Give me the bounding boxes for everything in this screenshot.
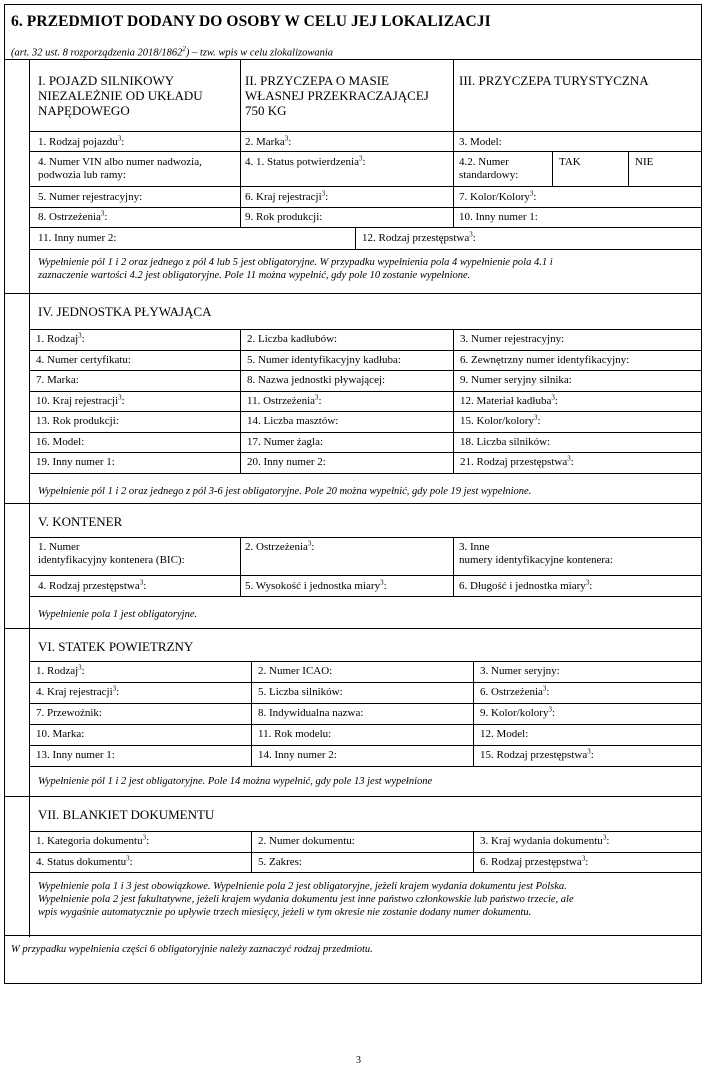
divider	[29, 852, 701, 853]
sec4-field-4-1[interactable]: 10. Kraj rejestracji$^3$:	[36, 392, 125, 407]
divider	[29, 227, 701, 228]
sec6-field-3-1[interactable]: 7. Przewoźnik:	[36, 707, 102, 719]
field-warnings[interactable]: 8. Ostrzeżenia$^3$:	[38, 209, 108, 223]
sec6-field-4-1[interactable]: 10. Marka:	[36, 728, 85, 740]
section-subtitle: (art. 32 ust. 8 rozporządzenia 2018/1862$^2$) – tzw. wpis w celu zlokalizowania	[11, 45, 334, 59]
field-vin[interactable]: 4. Numer VIN albo numer nadwozia, podwozia lub ramy:	[38, 156, 202, 181]
sec6-field-4-2[interactable]: 11. Rok modelu:	[258, 728, 332, 740]
option-yes[interactable]: TAK	[559, 156, 581, 168]
divider	[29, 432, 701, 433]
sec4-field-5-3[interactable]: 15. Kolor/kolory$^3$:	[460, 413, 541, 427]
divider	[29, 249, 701, 250]
divider	[29, 724, 701, 725]
divider	[29, 151, 701, 152]
field-make[interactable]: 2. Marka$^3$:	[245, 134, 292, 148]
field-offence-type[interactable]: 12. Rodzaj przestępstwa$^3$:	[362, 230, 476, 244]
header-caravan: III. PRZYCZEPA TURYSTYCZNA	[459, 73, 649, 88]
option-no[interactable]: NIE	[635, 156, 654, 168]
sec6-field-5-1[interactable]: 13. Inny numer 1:	[36, 749, 115, 761]
divider	[29, 575, 701, 576]
divider	[5, 293, 701, 294]
divider	[29, 596, 701, 597]
sec6-field-5-2[interactable]: 14. Inny numer 2:	[258, 749, 337, 761]
divider	[473, 661, 474, 766]
sec4-field-6-2[interactable]: 17. Numer żagla:	[247, 435, 324, 448]
sec7-field-2-2[interactable]: 5. Zakres:	[258, 855, 302, 868]
sec4-field-5-1[interactable]: 13. Rok produkcji:	[36, 415, 119, 427]
sec6-field-1-3[interactable]: 3. Numer seryjny:	[480, 665, 560, 677]
divider	[29, 537, 701, 538]
divider	[5, 503, 701, 504]
header-trailer: II. PRZYCZEPA O MASIE WŁASNEJ PRZEKRACZAJĄCEJ 750 KG	[245, 73, 429, 118]
divider	[29, 350, 701, 351]
divider	[5, 628, 701, 629]
note-section-1: Wypełnienie pól 1 i 2 oraz jednego z pól 4 lub 5 jest obligatoryjne. W przypadku wypełnienia pola 4 wypełnienie pola 4.1 i zaznaczenie wartości 4.2 jest obligatoryjne. Pole 11 można wypełnić, gdy pole 10 zostanie wypełnione.	[38, 257, 553, 281]
sec4-field-4-2[interactable]: 11. Ostrzeżenia$^3$:	[247, 392, 322, 407]
note-section-6: Wypełnienie pól 1 i 2 jest obligatoryjne. Pole 14 można wypełnić, gdy pole 13 jest wypełnione	[38, 776, 433, 787]
sec4-field-3-1[interactable]: 7. Marka:	[36, 374, 79, 386]
divider	[240, 131, 241, 227]
divider	[240, 59, 241, 131]
divider	[355, 227, 356, 249]
divider	[240, 537, 241, 596]
divider	[29, 745, 701, 746]
sec4-field-6-3[interactable]: 18. Liczba silników:	[460, 435, 551, 448]
divider	[552, 151, 553, 186]
sec4-field-2-2[interactable]: 5. Numer identyfikacyjny kadłuba:	[247, 353, 401, 366]
sec4-field-5-2[interactable]: 14. Liczba masztów:	[247, 415, 339, 427]
field-confirmation-status[interactable]: 4. 1. Status potwierdzenia$^3$:	[245, 154, 366, 168]
field-standard-number: 4.2. Numer standardowy:	[459, 156, 519, 181]
divider	[29, 831, 701, 832]
sec4-field-2-3[interactable]: 6. Zewnętrzny numer identyfikacyjny:	[460, 353, 630, 366]
divider	[29, 131, 701, 132]
sec6-field-3-3[interactable]: 9. Kolor/kolory$^3$:	[480, 705, 556, 719]
sec4-field-3-2[interactable]: 8. Nazwa jednostki pływającej:	[247, 374, 386, 386]
divider	[5, 59, 701, 60]
sec4-field-4-3[interactable]: 12. Materiał kadłuba$^3$:	[460, 392, 558, 407]
section-title: 6. PRZEDMIOT DODANY DO OSOBY W CELU JEJ LOKALIZACJI	[11, 13, 491, 30]
sec7-field-1-1[interactable]: 1. Kategoria dokumentu$^3$:	[36, 833, 150, 847]
divider	[29, 370, 701, 371]
divider	[29, 473, 701, 474]
divider	[29, 186, 701, 187]
sec6-field-2-3[interactable]: 6. Ostrzeżenia$^3$:	[480, 684, 550, 698]
sec4-field-7-3[interactable]: 21. Rodzaj przestępstwa$^3$:	[460, 454, 574, 468]
page-number: 3	[356, 1055, 361, 1066]
sec6-field-1-2[interactable]: 2. Numer ICAO:	[258, 665, 333, 677]
divider	[453, 537, 454, 596]
field-other-number-1[interactable]: 10. Inny numer 1:	[459, 211, 538, 223]
field-container-other-ids[interactable]: 3. Inne numery identyfikacyjne kontenera:	[459, 541, 613, 566]
sec4-field-1-2[interactable]: 2. Liczba kadłubów:	[247, 333, 338, 345]
divider	[5, 796, 701, 797]
sec7-field-2-1[interactable]: 4. Status dokumentu$^3$:	[36, 853, 133, 868]
divider	[453, 329, 454, 473]
sec7-field-2-3[interactable]: 6. Rodzaj przestępstwa$^3$:	[480, 853, 589, 868]
header-vehicle: I. POJAZD SILNIKOWY NIEZALEŻNIE OD UKŁADU NAPĘDOWEGO	[38, 73, 203, 118]
header-container: V. KONTENER	[38, 514, 123, 529]
divider	[5, 935, 701, 936]
divider	[29, 872, 701, 873]
divider	[29, 766, 701, 767]
divider	[29, 452, 701, 453]
sec6-field-5-3[interactable]: 15. Rodzaj przestępstwa$^3$:	[480, 747, 594, 761]
field-colour[interactable]: 7. Kolor/Kolory$^3$:	[459, 189, 537, 203]
sec7-field-1-2[interactable]: 2. Numer dokumentu:	[258, 835, 355, 847]
field-model[interactable]: 3. Model:	[459, 136, 502, 148]
field-registration-number[interactable]: 5. Numer rejestracyjny:	[38, 191, 143, 203]
sec4-field-6-1[interactable]: 16. Model:	[36, 435, 85, 448]
divider	[29, 661, 701, 662]
divider	[453, 131, 454, 227]
field-container-offence[interactable]: 4. Rodzaj przestępstwa$^3$:	[38, 578, 147, 592]
sec4-field-3-3[interactable]: 9. Numer seryjny silnika:	[460, 374, 572, 386]
divider	[29, 703, 701, 704]
header-watercraft: IV. JEDNOSTKA PŁYWAJĄCA	[38, 304, 212, 319]
note-section-7: Wypełnienie pola 1 i 3 jest obowiązkowe. Wypełnienie pola 2 jest obligatoryjne, jeżeli krajem wydania dokumentu jest Polska. Wypełnienie pola 2 jest fakultatywne, jeżeli krajem wydania dokumentu jest inne państwo członkowskie lub państwo trzecie, ale wpis wygaśnie automatycznie po upływie trzech miesięcy, jeżeli w tym okresie nie zostanie dodany numer dokumentu.	[38, 881, 574, 918]
note-section-5: Wypełnienie pola 1 jest obligatoryjne.	[38, 609, 198, 620]
final-note: W przypadku wypełnienia części 6 obligatoryjnie należy zaznaczyć rodzaj przedmiotu.	[11, 944, 373, 955]
sec6-field-2-2[interactable]: 5. Liczba silników:	[258, 686, 343, 698]
field-container-height[interactable]: 5. Wysokość i jednostka miary$^3$:	[245, 578, 387, 592]
sec6-field-4-3[interactable]: 12. Model:	[480, 728, 529, 740]
divider	[29, 391, 701, 392]
header-document-blank: VII. BLANKIET DOKUMENTU	[38, 807, 215, 822]
divider	[29, 411, 701, 412]
field-container-warnings[interactable]: 2. Ostrzeżenia$^3$:	[245, 539, 315, 553]
divider	[29, 682, 701, 683]
header-aircraft: VI. STATEK POWIETRZNY	[38, 639, 194, 654]
sec4-field-2-1[interactable]: 4. Numer certyfikatu:	[36, 353, 131, 366]
sec4-field-1-3[interactable]: 3. Numer rejestracyjny:	[460, 333, 565, 345]
divider	[251, 831, 252, 872]
sec6-field-2-1[interactable]: 4. Kraj rejestracji$^3$:	[36, 684, 120, 698]
divider	[251, 661, 252, 766]
sec4-field-7-2[interactable]: 20. Inny numer 2:	[247, 456, 326, 468]
form-section-6	[4, 4, 702, 984]
divider	[628, 151, 629, 186]
divider	[453, 59, 454, 131]
divider	[473, 831, 474, 872]
sec4-field-7-1[interactable]: 19. Inny numer 1:	[36, 456, 115, 468]
field-other-number-2[interactable]: 11. Inny numer 2:	[38, 232, 117, 244]
sec4-field-1-1[interactable]: 1. Rodzaj$^3$:	[36, 331, 85, 345]
field-registration-country[interactable]: 6. Kraj rejestracji$^3$:	[245, 189, 329, 203]
sec6-field-3-2[interactable]: 8. Indywidualna nazwa:	[258, 707, 364, 719]
sec7-field-1-3[interactable]: 3. Kraj wydania dokumentu$^3$:	[480, 833, 610, 847]
field-bic[interactable]: 1. Numer identyfikacyjny kontenera (BIC):	[38, 541, 185, 566]
field-production-year[interactable]: 9. Rok produkcji:	[245, 211, 323, 223]
divider	[29, 59, 30, 937]
field-container-length[interactable]: 6. Długość i jednostka miary$^3$:	[459, 578, 593, 592]
note-section-4: Wypełnienie pól 1 i 2 oraz jednego z pól 3-6 jest obligatoryjne. Pole 20 można wypełnić, gdy pole 19 jest wypełnione.	[38, 486, 532, 497]
sec6-field-1-1[interactable]: 1. Rodzaj$^3$:	[36, 663, 85, 677]
divider	[29, 329, 701, 330]
divider	[240, 329, 241, 473]
field-vehicle-type[interactable]: 1. Rodzaj pojazdu$^3$:	[38, 134, 125, 148]
divider	[29, 207, 701, 208]
